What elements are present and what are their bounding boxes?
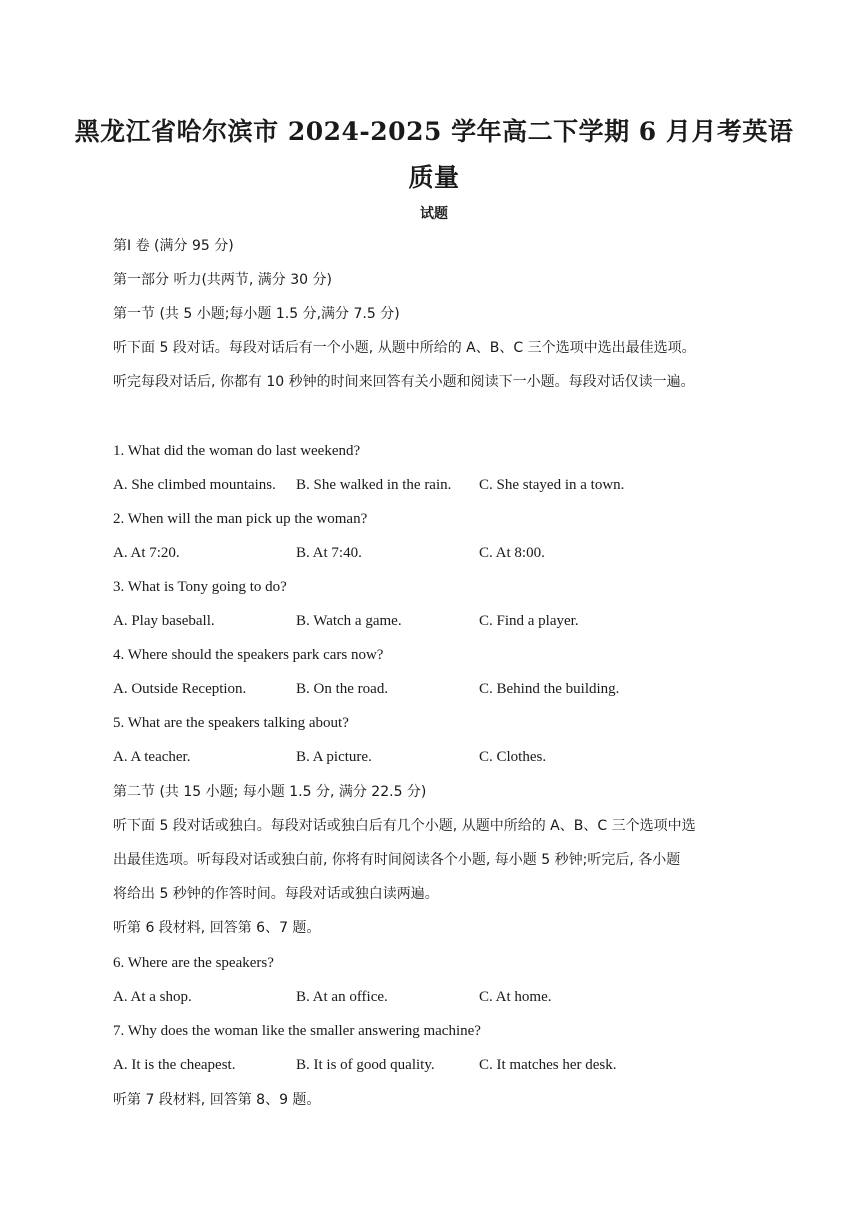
question-options: [113, 987, 763, 1007]
option-c: C. She stayed in a town.: [479, 477, 625, 493]
question-text: 3. What is Tony going to do?: [113, 579, 287, 595]
material-7-heading: 听第 7 段材料, 回答第 8、9 题。: [113, 1092, 321, 1108]
option-c: C. Clothes.: [479, 749, 547, 765]
question-options: [113, 679, 763, 699]
question-options: [113, 1055, 763, 1075]
option-a: A. Outside Reception.: [113, 681, 247, 697]
document-subtitle: 试题: [420, 206, 448, 222]
document-title-line2: 质量: [408, 163, 460, 192]
volume-heading: 第I 卷 (满分 95 分): [113, 238, 234, 254]
option-b: B. On the road.: [296, 681, 389, 697]
option-c: C. At 8:00.: [479, 545, 545, 561]
question-options: [113, 747, 763, 767]
section1-instructions-line2: 听完每段对话后, 你都有 10 秒钟的时间来回答有关小题和阅读下一小题。每段对话仅读一遍。: [113, 374, 695, 390]
option-a: A. A teacher.: [113, 749, 191, 765]
question-text: 5. What are the speakers talking about?: [113, 715, 349, 731]
section2-instructions-line1: 听下面 5 段对话或独白。每段对话或独白后有几个小题, 从题中所给的 A、B、C 三个选项中选: [113, 818, 696, 834]
document-title-line1: 黑龙江省哈尔滨市 2024-2025 学年高二下学期 6 月月考英语: [74, 117, 794, 146]
section2-heading: 第二节 (共 15 小题; 每小题 1.5 分, 满分 22.5 分): [113, 784, 427, 800]
question-options: [113, 543, 763, 563]
option-a: A. At a shop.: [113, 989, 192, 1005]
section2-instructions-line3: 将给出 5 秒钟的作答时间。每段对话或独白读两遍。: [113, 886, 439, 902]
option-c: C. It matches her desk.: [479, 1057, 617, 1073]
option-c: C. At home.: [479, 989, 552, 1005]
question-text: 4. Where should the speakers park cars now?: [113, 647, 384, 663]
option-a: A. She climbed mountains.: [113, 477, 276, 493]
option-a: A. It is the cheapest.: [113, 1057, 236, 1073]
material-6-heading: 听第 6 段材料, 回答第 6、7 题。: [113, 920, 321, 936]
question-options: [113, 475, 763, 495]
section1-heading: 第一节 (共 5 小题;每小题 1.5 分,满分 7.5 分): [113, 306, 400, 322]
option-c: C. Behind the building.: [479, 681, 620, 697]
option-b: B. A picture.: [296, 749, 372, 765]
option-b: B. At 7:40.: [296, 545, 362, 561]
option-a: A. At 7:20.: [113, 545, 180, 561]
option-b: B. Watch a game.: [296, 613, 402, 629]
option-b: B. It is of good quality.: [296, 1057, 435, 1073]
part1-heading: 第一部分 听力(共两节, 满分 30 分): [113, 272, 332, 288]
question-text: 1. What did the woman do last weekend?: [113, 443, 361, 459]
option-b: B. At an office.: [296, 989, 388, 1005]
question-text: 7. Why does the woman like the smaller answering machine?: [113, 1023, 481, 1039]
question-text: 2. When will the man pick up the woman?: [113, 511, 368, 527]
section1-instructions-line1: 听下面 5 段对话。每段对话后有一个小题, 从题中所给的 A、B、C 三个选项中选出最佳选项。: [113, 340, 696, 356]
question-text: 6. Where are the speakers?: [113, 955, 274, 971]
option-c: C. Find a player.: [479, 613, 579, 629]
section2-instructions-line2: 出最佳选项。听每段对话或独白前, 你将有时间阅读各个小题, 每小题 5 秒钟;听完后, 各小题: [113, 852, 681, 868]
option-b: B. She walked in the rain.: [296, 477, 452, 493]
question-options: [113, 611, 763, 631]
option-a: A. Play baseball.: [113, 613, 215, 629]
